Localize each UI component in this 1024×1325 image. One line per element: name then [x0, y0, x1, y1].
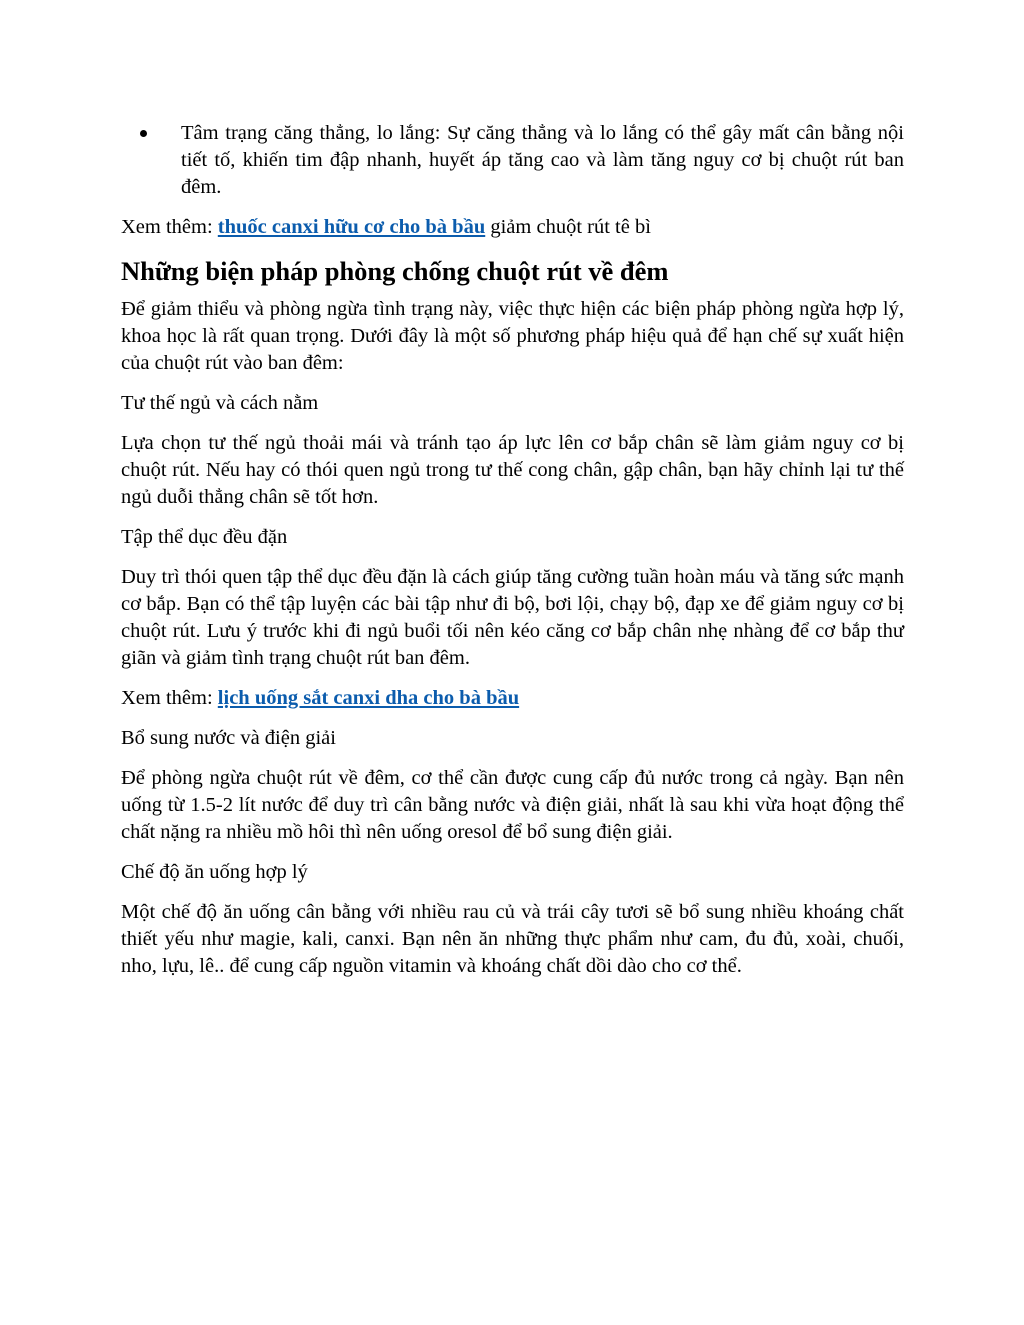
section-heading: Những biện pháp phòng chống chuột rút về đêm — [121, 256, 669, 286]
link-thuoc-canxi[interactable]: thuốc canxi hữu cơ cho bà bầu — [217, 216, 486, 238]
bullet-list-item — [121, 120, 904, 201]
bullet-text: Tâm trạng căng thẳng, lo lắng: Sự căng thẳng và lo lắng có thể gây mất cân bằng nội tiết tố, khiến tim đập nhanh, huyết áp tăng cao và làm tăng nguy cơ bị chuột rút ban đêm. — [181, 122, 904, 198]
link-lich-uong-sat[interactable]: lịch uống sắt canxi dha cho bà bầu — [217, 687, 520, 709]
bullet-dot-icon — [140, 130, 147, 137]
subheading-sleep-posture: Tư thế ngủ và cách nằm — [121, 392, 319, 414]
paragraph-diet: Một chế độ ăn uống cân bằng với nhiều rau củ và trái cây tươi sẽ bổ sung nhiều khoáng chất thiết yếu như magie, kali, canxi. Bạn nên ăn những thực phẩm như cam, đu đủ, xoài, chuối, nho, lựu, lê.. để cung cấp nguồn vitamin và khoáng chất dồi dào cho cơ thể. — [121, 901, 904, 977]
see-more-1-prefix: Xem thêm: — [121, 216, 218, 238]
see-more-2 — [121, 685, 904, 712]
paragraph-sleep-posture: Lựa chọn tư thế ngủ thoải mái và tránh tạo áp lực lên cơ bắp chân sẽ làm giảm nguy cơ bị chuột rút. Nếu hay có thói quen ngủ trong tư thế cong chân, gập chân, bạn hãy chỉnh lại tư thế ngủ duỗi thẳng chân sẽ tốt hơn. — [121, 432, 904, 508]
see-more-2-prefix: Xem thêm: — [121, 687, 218, 709]
subheading-exercise: Tập thể dục đều đặn — [121, 526, 288, 548]
paragraph-hydration: Để phòng ngừa chuột rút về đêm, cơ thể cần được cung cấp đủ nước trong cả ngày. Bạn nên uống từ 1.5-2 lít nước để duy trì cân bằng nước và điện giải, nhất là sau khi vừa hoạt động thể chất nặng ra nhiều mồ hôi thì nên uống oresol để bổ sung điện giải. — [121, 767, 904, 843]
document-page — [121, 120, 904, 993]
paragraph-exercise: Duy trì thói quen tập thể dục đều đặn là cách giúp tăng cường tuần hoàn máu và tăng sức mạnh cơ bắp. Bạn có thể tập luyện các bài tập như đi bộ, bơi lội, chạy bộ, đạp xe để giảm nguy cơ bị chuột rút. Lưu ý trước khi đi ngủ buổi tối nên kéo căng cơ bắp chân nhẹ nhàng để cơ bắp thư giãn và giảm tình trạng chuột rút ban đêm. — [121, 566, 904, 669]
see-more-1-suffix: giảm chuột rút tê bì — [485, 216, 651, 238]
subheading-diet: Chế độ ăn uống hợp lý — [121, 861, 308, 883]
intro-paragraph: Để giảm thiểu và phòng ngừa tình trạng này, việc thực hiện các biện pháp phòng ngừa hợp lý, khoa học là rất quan trọng. Dưới đây là một số phương pháp hiệu quả để hạn chế sự xuất hiện của chuột rút vào ban đêm: — [121, 298, 904, 374]
see-more-1 — [121, 214, 904, 241]
subheading-hydration: Bổ sung nước và điện giải — [121, 727, 336, 749]
